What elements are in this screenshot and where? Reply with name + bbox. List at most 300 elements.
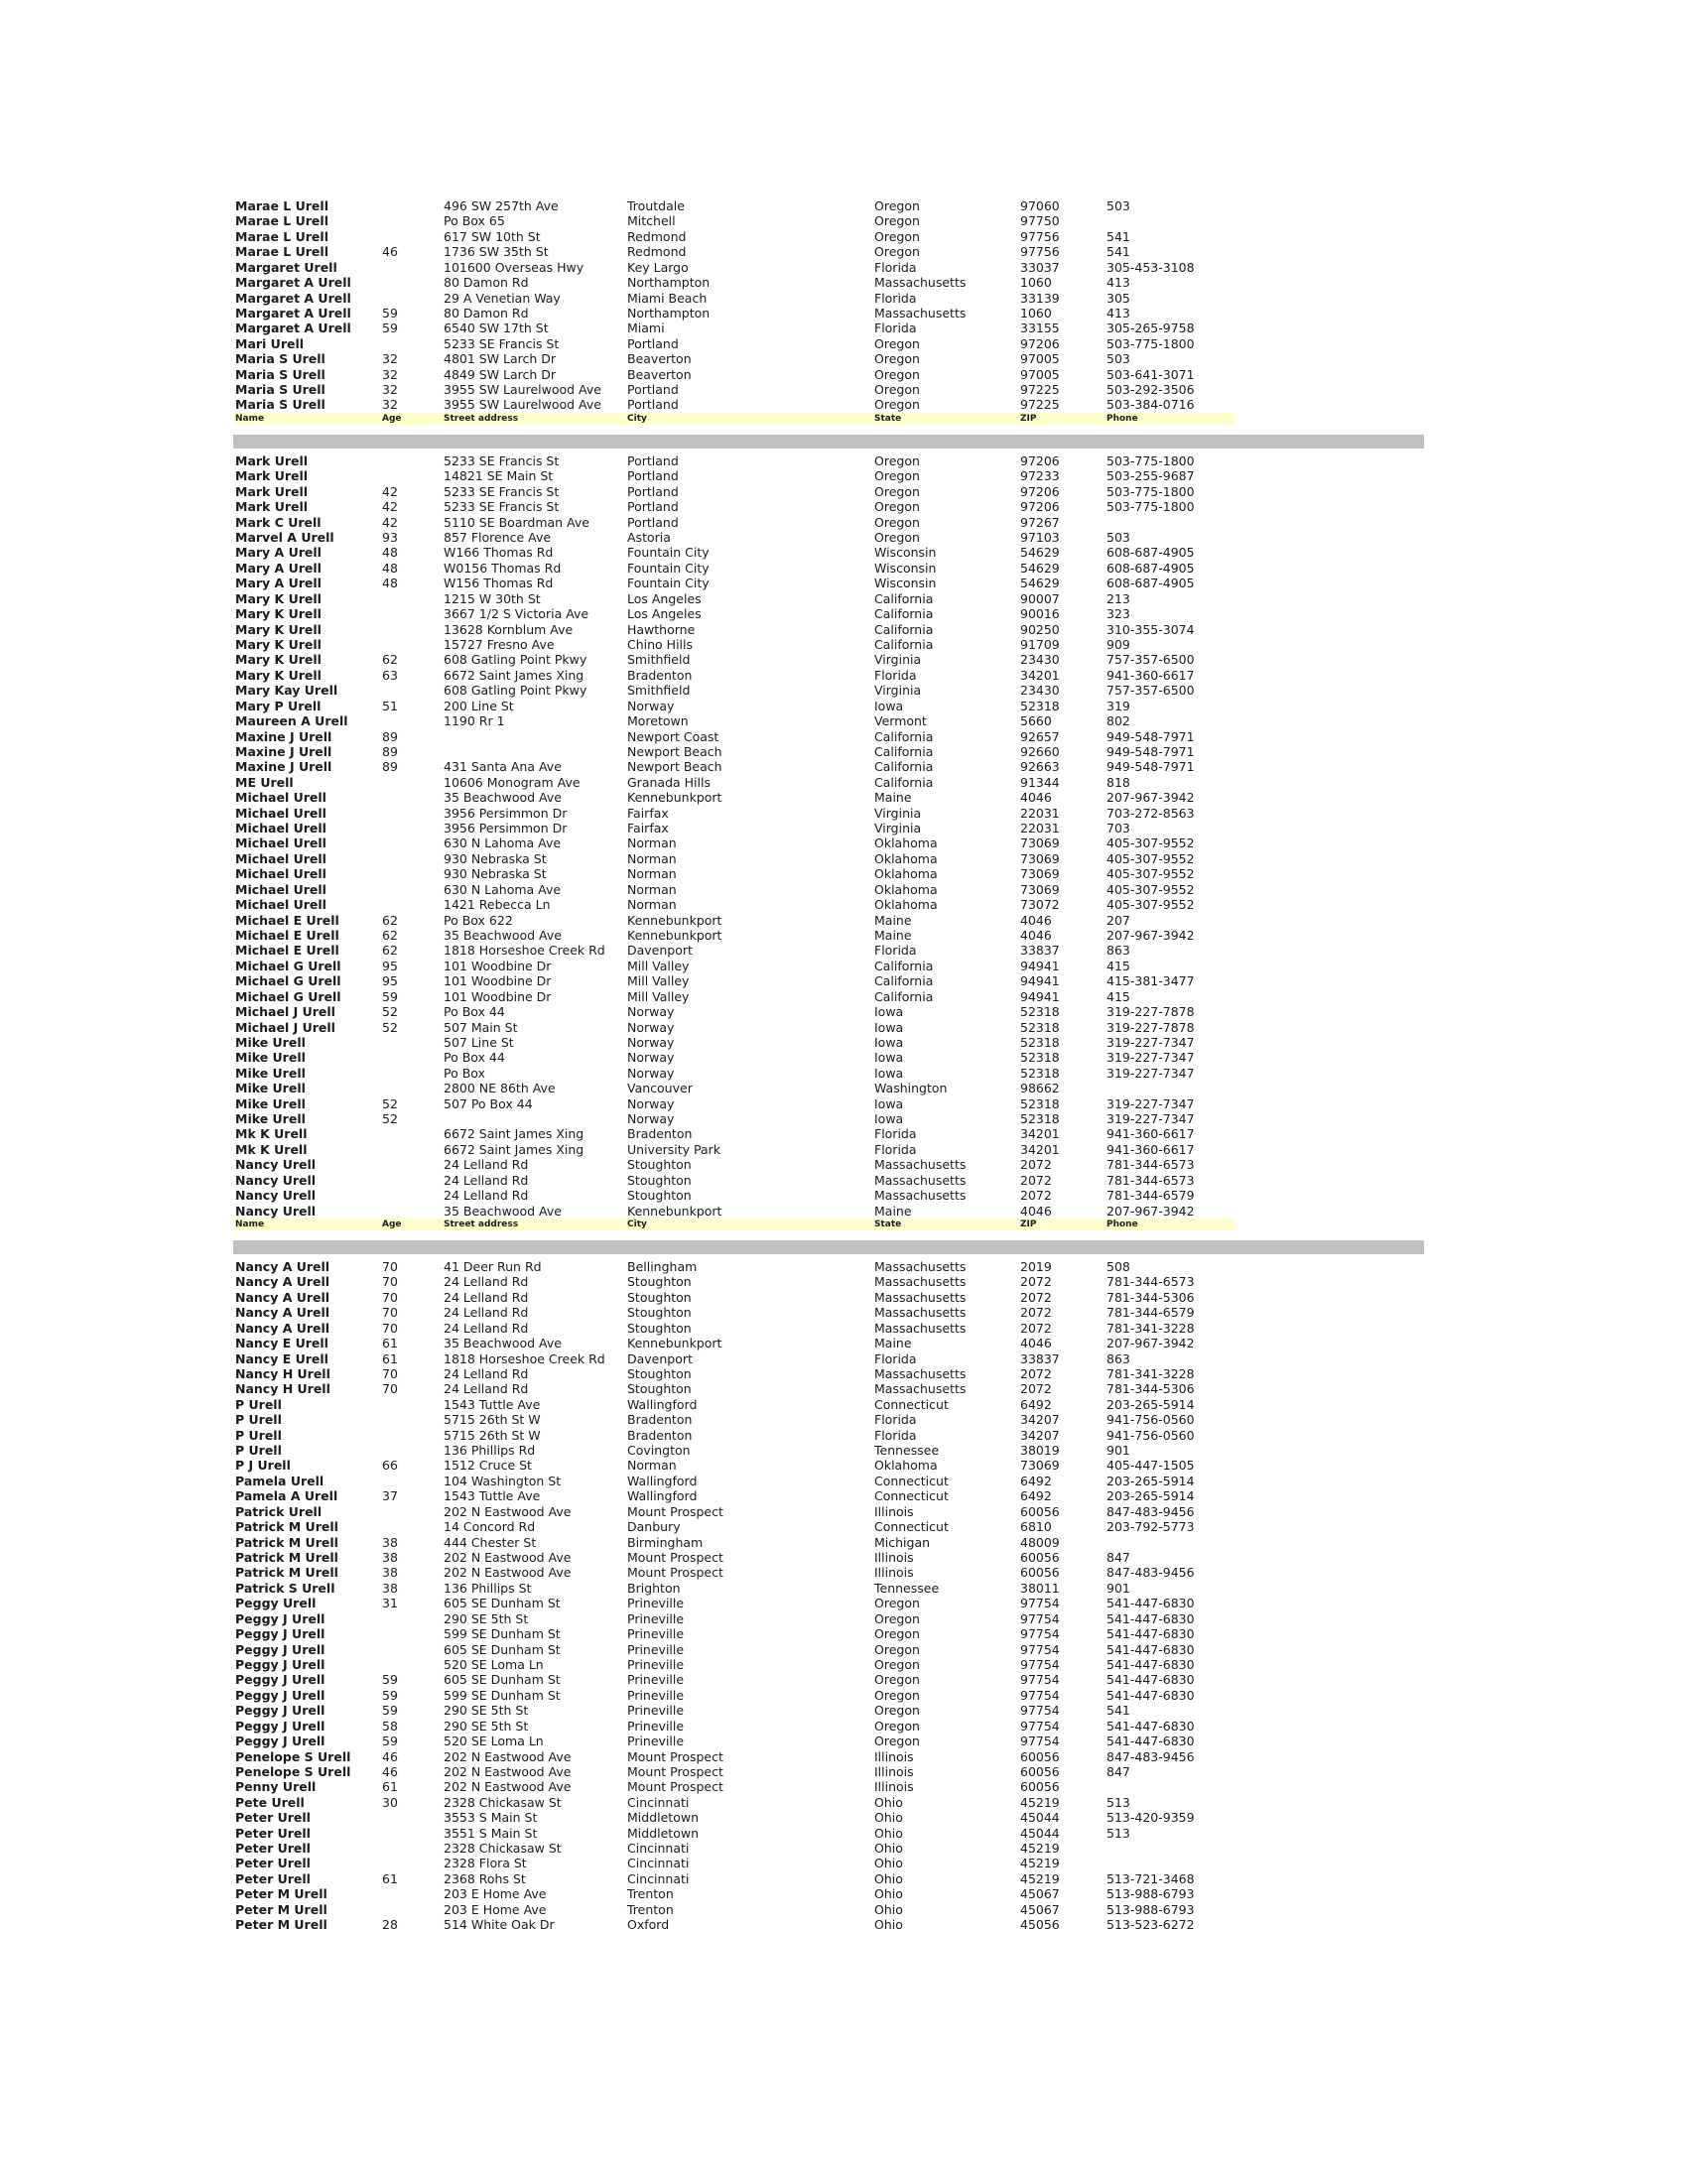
cell-street: 431 Santa Ana Ave	[444, 759, 562, 775]
cell-phone: 305	[1106, 290, 1130, 306]
cell-street: 6672 Saint James Xing	[444, 667, 584, 683]
cell-street: 202 N Eastwood Ave	[444, 1565, 572, 1581]
cell-name: Mary K Urell	[235, 652, 322, 668]
cell-street: 24 Lelland Rd	[444, 1320, 529, 1336]
cell-zip: 97754	[1020, 1610, 1060, 1626]
cell-phone: 541	[1106, 228, 1130, 244]
table-row	[233, 1902, 1424, 1917]
cell-state: Illinois	[874, 1748, 914, 1764]
cell-city: Norway	[627, 1019, 675, 1035]
cell-street: 6672 Saint James Xing	[444, 1126, 584, 1142]
cell-zip: 6492	[1020, 1488, 1052, 1504]
cell-name: Michael Urell	[235, 790, 326, 806]
cell-state: Massachusetts	[874, 1274, 967, 1290]
cell-state: Massachusetts	[874, 1157, 967, 1173]
cell-age: 52	[382, 1019, 398, 1035]
cell-city: Smithfield	[627, 652, 691, 668]
cell-street: 80 Damon Rd	[444, 305, 529, 321]
cell-zip: 97005	[1020, 351, 1060, 367]
cell-name: Nancy H Urell	[235, 1365, 330, 1381]
cell-name: Marae L Urell	[235, 244, 328, 260]
cell-zip: 94941	[1020, 973, 1060, 989]
cell-zip: 5660	[1020, 713, 1052, 729]
table-row	[233, 851, 1424, 866]
cell-state: Oregon	[874, 1656, 920, 1672]
cell-street: 857 Florence Ave	[444, 530, 552, 546]
table-row	[233, 336, 1424, 351]
cell-state: Ohio	[874, 1810, 903, 1826]
cell-name: Patrick S Urell	[235, 1580, 335, 1596]
cell-name: Mary K Urell	[235, 636, 322, 652]
cell-street: 1190 Rr 1	[444, 713, 505, 729]
cell-name: Mike Urell	[235, 1111, 306, 1127]
cell-city: Prineville	[627, 1718, 685, 1734]
cell-age: 59	[382, 1687, 398, 1703]
table-row	[233, 561, 1424, 576]
cell-name: Maxine J Urell	[235, 743, 332, 759]
cell-zip: 34201	[1020, 1126, 1060, 1142]
cell-state: Ohio	[874, 1917, 903, 1933]
cell-street: 202 N Eastwood Ave	[444, 1550, 572, 1566]
table-row	[233, 1871, 1424, 1886]
cell-street: 5715 26th St W	[444, 1427, 541, 1443]
cell-state: Maine	[874, 912, 912, 928]
cell-phone: 319-227-7347	[1106, 1065, 1195, 1081]
cell-phone: 608-687-4905	[1106, 560, 1195, 576]
cell-name: Nancy Urell	[235, 1188, 317, 1204]
cell-zip: 2072	[1020, 1365, 1052, 1381]
table-row	[233, 275, 1424, 290]
cell-city: Covington	[627, 1443, 691, 1459]
cell-state: Florida	[874, 1412, 917, 1428]
cell-state: Iowa	[874, 698, 904, 713]
cell-age: 95	[382, 958, 398, 973]
cell-state: Oregon	[874, 382, 920, 398]
cell-zip: 4046	[1020, 927, 1052, 943]
cell-age: 59	[382, 988, 398, 1004]
cell-zip: 52318	[1020, 1004, 1060, 1020]
cell-city: Los Angeles	[627, 590, 702, 606]
header-phone: Phone	[1106, 1220, 1138, 1229]
cell-zip: 45056	[1020, 1917, 1060, 1933]
cell-street: 2328 Chickasaw St	[444, 1841, 562, 1857]
header-phone: Phone	[1106, 413, 1138, 424]
cell-zip: 97206	[1020, 452, 1060, 468]
cell-state: Maine	[874, 1336, 912, 1351]
cell-name: Michael Urell	[235, 897, 326, 913]
cell-phone: 319-227-7878	[1106, 1019, 1195, 1035]
cell-street: 507 Line St	[444, 1034, 514, 1050]
cell-city: Mill Valley	[627, 988, 690, 1004]
cell-zip: 91709	[1020, 636, 1060, 652]
cell-name: Michael J Urell	[235, 1019, 335, 1035]
cell-phone: 541-447-6830	[1106, 1687, 1195, 1703]
cell-state: Ohio	[874, 1841, 903, 1857]
cell-age: 89	[382, 728, 398, 744]
cell-phone: 818	[1106, 774, 1130, 790]
cell-zip: 97267	[1020, 514, 1060, 530]
cell-street: 6672 Saint James Xing	[444, 1141, 584, 1157]
cell-city: Fountain City	[627, 560, 710, 576]
cell-street: 24 Lelland Rd	[444, 1274, 529, 1290]
cell-name: Michael G Urell	[235, 988, 341, 1004]
cell-phone: 305-453-3108	[1106, 259, 1195, 275]
cell-street: 35 Beachwood Ave	[444, 790, 562, 806]
cell-zip: 45219	[1020, 1794, 1060, 1810]
cell-state: Florida	[874, 1141, 917, 1157]
cell-phone: 757-357-6500	[1106, 652, 1195, 668]
cell-street: 15727 Fresno Ave	[444, 636, 555, 652]
table-row	[233, 306, 1424, 321]
cell-city: Middletown	[627, 1825, 699, 1841]
cell-city: Oxford	[627, 1917, 670, 1933]
cell-age: 61	[382, 1350, 398, 1366]
cell-zip: 23430	[1020, 683, 1060, 699]
cell-name: Michael Urell	[235, 805, 326, 821]
cell-city: Astoria	[627, 530, 671, 546]
cell-state: Florida	[874, 1350, 917, 1366]
cell-name: Peter M Urell	[235, 1901, 327, 1917]
cell-street: 630 N Lahoma Ave	[444, 835, 562, 851]
cell-state: Florida	[874, 1126, 917, 1142]
cell-name: P J Urell	[235, 1458, 291, 1474]
table-row	[233, 1550, 1424, 1565]
table-row	[233, 1504, 1424, 1519]
cell-phone: 405-307-9552	[1106, 850, 1195, 866]
cell-state: Oregon	[874, 499, 920, 515]
cell-city: Vancouver	[627, 1081, 693, 1096]
table-row	[233, 367, 1424, 382]
cell-name: Pete Urell	[235, 1794, 305, 1810]
cell-name: Mary A Urell	[235, 576, 322, 591]
cell-age: 70	[382, 1320, 398, 1336]
cell-zip: 97206	[1020, 499, 1060, 515]
cell-street: 605 SE Dunham St	[444, 1641, 561, 1657]
cell-name: Mary A Urell	[235, 560, 322, 576]
cell-city: Stoughton	[627, 1188, 692, 1204]
cell-street: 1421 Rebecca Ln	[444, 897, 551, 913]
cell-phone: 405-307-9552	[1106, 866, 1195, 882]
cell-city: Prineville	[627, 1687, 685, 1703]
header-state: State	[874, 413, 902, 424]
cell-city: Kennebunkport	[627, 1203, 722, 1219]
cell-street: 5233 SE Francis St	[444, 452, 560, 468]
cell-street: 104 Washington St	[444, 1473, 562, 1488]
cell-state: California	[874, 636, 934, 652]
cell-zip: 60056	[1020, 1565, 1060, 1581]
table-row	[233, 1004, 1424, 1019]
cell-zip: 34201	[1020, 1141, 1060, 1157]
table-row	[233, 1321, 1424, 1336]
cell-zip: 45219	[1020, 1870, 1060, 1886]
cell-zip: 4046	[1020, 1203, 1052, 1219]
spacer	[233, 1230, 1424, 1240]
cell-name: Peggy J Urell	[235, 1672, 325, 1688]
cell-state: Florida	[874, 290, 917, 306]
cell-zip: 94941	[1020, 958, 1060, 973]
cell-city: Trenton	[627, 1901, 674, 1917]
cell-name: Mike Urell	[235, 1081, 306, 1096]
cell-city: Mount Prospect	[627, 1565, 723, 1581]
cell-city: Prineville	[627, 1703, 685, 1719]
cell-zip: 1060	[1020, 305, 1052, 321]
cell-state: Oregon	[874, 1626, 920, 1642]
cell-city: Beaverton	[627, 351, 692, 367]
table-row	[233, 637, 1424, 652]
cell-phone: 863	[1106, 1350, 1130, 1366]
cell-zip: 73072	[1020, 897, 1060, 913]
cell-city: Granada Hills	[627, 774, 711, 790]
table-row	[233, 1764, 1424, 1779]
cell-street: 1818 Horseshoe Creek Rd	[444, 1350, 605, 1366]
cell-age: 46	[382, 1763, 398, 1779]
cell-state: California	[874, 621, 934, 637]
cell-street: 290 SE 5th St	[444, 1718, 529, 1734]
table-row	[233, 321, 1424, 335]
cell-street: 14821 SE Main St	[444, 468, 554, 484]
cell-city: Kennebunkport	[627, 1336, 722, 1351]
cell-zip: 97754	[1020, 1703, 1060, 1719]
cell-state: Illinois	[874, 1503, 914, 1519]
cell-name: Michael Urell	[235, 866, 326, 882]
cell-city: Chino Hills	[627, 636, 693, 652]
cell-name: Peter Urell	[235, 1825, 311, 1841]
cell-city: Norway	[627, 1034, 675, 1050]
cell-phone: 781-344-5306	[1106, 1289, 1195, 1305]
cell-zip: 2072	[1020, 1274, 1052, 1290]
cell-age: 70	[382, 1274, 398, 1290]
cell-name: Mike Urell	[235, 1065, 306, 1081]
cell-street: 35 Beachwood Ave	[444, 1203, 562, 1219]
header-street: Street address	[444, 413, 519, 424]
cell-name: Maria S Urell	[235, 351, 325, 367]
cell-street: 4849 SW Larch Dr	[444, 366, 557, 382]
cell-state: California	[874, 743, 934, 759]
cell-zip: 52318	[1020, 1050, 1060, 1066]
cell-name: Peter M Urell	[235, 1886, 327, 1902]
cell-city: Norway	[627, 1004, 675, 1020]
table-row	[233, 989, 1424, 1004]
cell-phone: 508	[1106, 1259, 1130, 1274]
cell-state: California	[874, 988, 934, 1004]
cell-state: Oregon	[874, 1672, 920, 1688]
cell-state: Connecticut	[874, 1488, 949, 1504]
cell-name: Mary P Urell	[235, 698, 322, 713]
cell-name: Mark Urell	[235, 452, 309, 468]
cell-city: Mount Prospect	[627, 1763, 723, 1779]
cell-age: 38	[382, 1580, 398, 1596]
cell-state: Oklahoma	[874, 1458, 938, 1474]
table-row	[233, 1917, 1424, 1932]
cell-city: Mitchell	[627, 213, 676, 229]
cell-zip: 22031	[1020, 821, 1060, 836]
cell-city: Prineville	[627, 1596, 685, 1611]
cell-phone: 781-344-6579	[1106, 1188, 1195, 1204]
cell-city: Cincinnati	[627, 1856, 690, 1871]
cell-age: 66	[382, 1458, 398, 1474]
header-name: Name	[235, 413, 265, 424]
cell-zip: 60056	[1020, 1763, 1060, 1779]
cell-phone: 319-227-7347	[1106, 1034, 1195, 1050]
cell-state: Oregon	[874, 213, 920, 229]
cell-name: Maureen A Urell	[235, 713, 348, 729]
table-row	[233, 1886, 1424, 1901]
cell-name: P Urell	[235, 1443, 282, 1459]
cell-name: Michael Urell	[235, 821, 326, 836]
cell-phone: 310-355-3074	[1106, 621, 1195, 637]
cell-phone: 901	[1106, 1580, 1130, 1596]
cell-name: Peggy Urell	[235, 1596, 317, 1611]
cell-city: Smithfield	[627, 683, 691, 699]
cell-street: 35 Beachwood Ave	[444, 927, 562, 943]
cell-zip: 6492	[1020, 1396, 1052, 1412]
cell-name: Michael Urell	[235, 835, 326, 851]
cell-city: Key Largo	[627, 259, 689, 275]
cell-city: Prineville	[627, 1641, 685, 1657]
cell-street: 507 Po Box 44	[444, 1095, 533, 1111]
cell-name: Nancy E Urell	[235, 1350, 328, 1366]
cell-age: 59	[382, 321, 398, 336]
cell-state: Florida	[874, 259, 917, 275]
cell-age: 70	[382, 1259, 398, 1274]
cell-name: Nancy H Urell	[235, 1381, 330, 1397]
table-row	[233, 1274, 1424, 1289]
cell-street: 136 Phillips St	[444, 1580, 532, 1596]
cell-zip: 97750	[1020, 213, 1060, 229]
cell-state: Oklahoma	[874, 866, 938, 882]
cell-name: Mary K Urell	[235, 606, 322, 622]
cell-phone: 503-384-0716	[1106, 397, 1195, 413]
cell-state: Oregon	[874, 366, 920, 382]
cell-city: Stoughton	[627, 1305, 692, 1321]
cell-state: Oregon	[874, 468, 920, 484]
cell-state: Iowa	[874, 1111, 904, 1127]
table-row	[233, 1826, 1424, 1841]
cell-street: 24 Lelland Rd	[444, 1188, 529, 1204]
cell-phone: 503-775-1800	[1106, 452, 1195, 468]
cell-phone: 207-967-3942	[1106, 1203, 1195, 1219]
cell-zip: 52318	[1020, 1065, 1060, 1081]
cell-street: 5715 26th St W	[444, 1412, 541, 1428]
cell-state: Illinois	[874, 1565, 914, 1581]
cell-phone: 847-483-9456	[1106, 1503, 1195, 1519]
cell-state: Oregon	[874, 452, 920, 468]
cell-age: 30	[382, 1794, 398, 1810]
cell-city: Davenport	[627, 1350, 693, 1366]
cell-phone: 901	[1106, 1443, 1130, 1459]
cell-city: Bradenton	[627, 667, 693, 683]
cell-street: 3955 SW Laurelwood Ave	[444, 382, 601, 398]
cell-street: 930 Nebraska St	[444, 850, 547, 866]
cell-name: Patrick M Urell	[235, 1534, 338, 1550]
cell-state: Oregon	[874, 335, 920, 351]
section-divider	[233, 1240, 1424, 1254]
cell-name: Mark C Urell	[235, 514, 322, 530]
cell-phone: 847-483-9456	[1106, 1565, 1195, 1581]
cell-zip: 2072	[1020, 1289, 1052, 1305]
cell-state: Massachusetts	[874, 305, 967, 321]
table-row	[233, 1856, 1424, 1870]
cell-phone: 949-548-7971	[1106, 743, 1195, 759]
table-row	[233, 545, 1424, 560]
cell-city: Portland	[627, 397, 679, 413]
cell-name: Michael E Urell	[235, 912, 339, 928]
cell-phone: 405-307-9552	[1106, 897, 1195, 913]
cell-street: 14 Concord Rd	[444, 1519, 536, 1535]
table-row	[233, 515, 1424, 530]
cell-name: Maxine J Urell	[235, 759, 332, 775]
cell-street: 5233 SE Francis St	[444, 483, 560, 499]
table-row	[233, 530, 1424, 545]
cell-zip: 54629	[1020, 560, 1060, 576]
cell-phone: 413	[1106, 305, 1130, 321]
cell-name: Michael J Urell	[235, 1004, 335, 1020]
cell-name: Mari Urell	[235, 335, 305, 351]
cell-name: Maria S Urell	[235, 366, 325, 382]
cell-zip: 94941	[1020, 988, 1060, 1004]
table-row	[233, 1611, 1424, 1626]
cell-state: Iowa	[874, 1004, 904, 1020]
cell-name: Mk K Urell	[235, 1141, 308, 1157]
cell-name: Maxine J Urell	[235, 728, 332, 744]
cell-street: 101 Woodbine Dr	[444, 973, 552, 989]
cell-zip: 92663	[1020, 759, 1060, 775]
cell-age: 58	[382, 1718, 398, 1734]
cell-age: 42	[382, 514, 398, 530]
cell-city: Portland	[627, 499, 679, 515]
cell-street: 203 E Home Ave	[444, 1901, 547, 1917]
cell-phone: 608-687-4905	[1106, 576, 1195, 591]
cell-name: Marvel A Urell	[235, 530, 334, 546]
cell-zip: 33837	[1020, 1350, 1060, 1366]
table-row	[233, 1035, 1424, 1050]
cell-name: Maria S Urell	[235, 397, 325, 413]
cell-city: Northampton	[627, 275, 711, 291]
cell-street: 5110 SE Boardman Ave	[444, 514, 589, 530]
cell-phone: 781-344-6573	[1106, 1172, 1195, 1188]
table-row	[233, 453, 1424, 468]
cell-phone: 405-307-9552	[1106, 835, 1195, 851]
cell-name: Penny Urell	[235, 1779, 317, 1795]
cell-city: Cincinnati	[627, 1841, 690, 1857]
cell-name: Mary K Urell	[235, 590, 322, 606]
cell-age: 63	[382, 667, 398, 683]
table-row	[233, 198, 1424, 213]
cell-zip: 34207	[1020, 1412, 1060, 1428]
cell-phone: 503	[1106, 351, 1130, 367]
table-row	[233, 1188, 1424, 1203]
cell-state: Florida	[874, 321, 917, 336]
cell-street: 2800 NE 86th Ave	[444, 1081, 556, 1096]
cell-name: Margaret A Urell	[235, 275, 351, 291]
cell-zip: 54629	[1020, 545, 1060, 561]
cell-zip: 97225	[1020, 382, 1060, 398]
cell-street: 202 N Eastwood Ave	[444, 1779, 572, 1795]
cell-zip: 34201	[1020, 667, 1060, 683]
cell-state: Oregon	[874, 1641, 920, 1657]
cell-age: 62	[382, 912, 398, 928]
cell-age: 31	[382, 1596, 398, 1611]
cell-name: Michael G Urell	[235, 958, 341, 973]
cell-state: Oregon	[874, 351, 920, 367]
cell-street: 514 White Oak Dr	[444, 1917, 555, 1933]
cell-state: California	[874, 774, 934, 790]
cell-name: Peter Urell	[235, 1870, 311, 1886]
table-row	[233, 484, 1424, 499]
cell-phone: 203-265-5914	[1106, 1396, 1195, 1412]
cell-zip: 90250	[1020, 621, 1060, 637]
cell-name: Nancy A Urell	[235, 1305, 330, 1321]
